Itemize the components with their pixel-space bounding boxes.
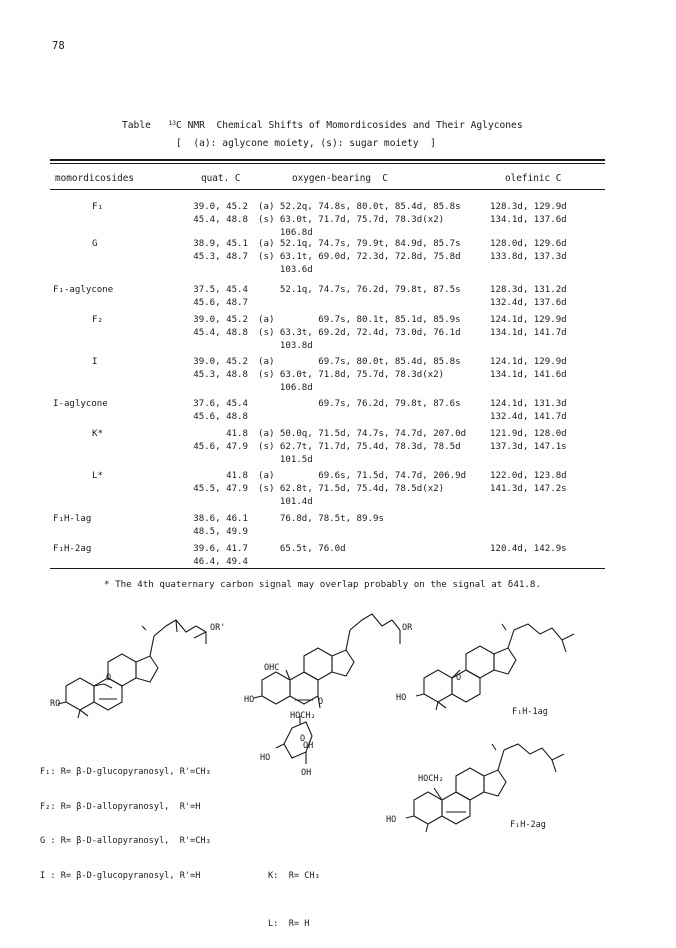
label-oh-1: OH: [303, 741, 314, 751]
label-ohc: OHC: [264, 663, 280, 673]
header-momordicosides: momordicosides: [55, 173, 135, 184]
header-olefinic-c: olefinic C: [505, 173, 562, 184]
label-ho-sugar: HO: [260, 753, 271, 763]
row-quat-c: 39.0, 45.2 45.4, 48.8: [193, 202, 248, 226]
row-olefinic-c: 128.0d, 129.6d 133.8d, 137.3d: [490, 239, 567, 263]
structure-f1h-1ag: [416, 624, 574, 710]
row-compound-name: G: [92, 239, 98, 249]
row-quat-c: 37.6, 45.4 45.6, 48.8: [193, 399, 248, 423]
row-quat-c: 39.0, 45.2 45.3, 48.8: [193, 357, 248, 381]
table-subtitle: [ (a): aglycone moiety, (s): sugar moiety ]: [176, 138, 436, 149]
label-f1h-2ag: F₁H-2ag: [510, 820, 546, 830]
page-number: 78: [52, 40, 65, 52]
row-quat-c: 41.8 45.6, 47.9: [193, 429, 248, 453]
table-top-rule: [50, 159, 605, 161]
row-compound-name: F₁-aglycone: [53, 285, 114, 295]
table-header-rule: [50, 189, 605, 190]
legend-f1: F₁: R= β-D-glucopyranosyl, R'=CH₃: [40, 767, 211, 777]
row-compound-name: F₁: [92, 202, 103, 212]
legend-i: I : R= β-D-glucopyranosyl, R'=H: [40, 870, 201, 881]
label-ro: RO: [50, 699, 61, 709]
isotope-superscript: 13: [168, 119, 177, 127]
label-ho-f1h1: HO: [396, 693, 407, 703]
label-or-prime: OR': [210, 623, 226, 633]
row-quat-c: 39.6, 41.7 46.4, 49.4: [193, 544, 248, 568]
label-oh-2: OH: [301, 768, 312, 778]
label-epoxide-o-f1h1: O: [456, 673, 462, 683]
row-compound-name: F₁H-lag: [53, 514, 92, 524]
row-olefinic-c: 128.3d, 129.9d 134.1d, 137.6d: [490, 202, 567, 226]
row-compound-name: L*: [92, 471, 103, 481]
row-oxygen-bearing-c: (a) 52.1q, 74.7s, 79.9t, 84.9d, 85.7s (s) 63.1t, 69.0d, 72.3d, 72.8d, 75.8d 103.6d: [258, 239, 461, 276]
row-olefinic-c: 122.0d, 123.8d 141.3d, 147.2s: [490, 471, 567, 495]
label-f1h-1ag: F₁H-1ag: [512, 707, 548, 717]
row-oxygen-bearing-c: (a) 69.6s, 71.5d, 74.7d, 206.9d (s) 62.8t, 71.5d, 75.4d, 78.5d(x2) 101.4d: [258, 471, 467, 508]
row-olefinic-c: 120.4d, 142.9s: [490, 544, 567, 554]
header-quat-c: quat. C: [201, 173, 241, 184]
row-olefinic-c: 124.1d, 131.3d 132.4d, 141.7d: [490, 399, 567, 423]
table-caption: [122, 119, 523, 131]
row-oxygen-bearing-c: 52.1q, 74.7s, 76.2d, 79.8t, 87.5s: [258, 285, 461, 295]
row-quat-c: 41.8 45.5, 47.9: [193, 471, 248, 495]
row-oxygen-bearing-c: (a) 50.0q, 71.5d, 74.7s, 74.7d, 207.0d (s) 62.7t, 71.7d, 75.4d, 78.3d, 78.5d 101.5d: [258, 429, 467, 466]
row-compound-name: F₂: [92, 315, 103, 325]
row-quat-c: 39.0, 45.2 45.4, 48.8: [193, 315, 248, 339]
row-oxygen-bearing-c: 76.8d, 78.5t, 89.9s: [258, 514, 384, 524]
legend-l: L: R= H: [268, 919, 310, 929]
legend-k-l: [268, 836, 320, 948]
label-ring-o-sugar: O: [300, 734, 306, 744]
table-bottom-rule: [50, 568, 605, 569]
label-hoch2-k: HOCH₂: [290, 711, 316, 721]
structure-f-series: [58, 620, 206, 718]
label-ho-f1h2: HO: [386, 815, 397, 825]
label-or: OR: [402, 623, 413, 633]
row-quat-c: 37.5, 45.4 45.6, 48.7: [193, 285, 248, 309]
legend-f2: F₂: R= β-D-allopyranosyl, R'=H: [40, 801, 201, 812]
row-oxygen-bearing-c: (a) 52.2q, 74.8s, 80.0t, 85.4d, 85.8s (s) 63.0t, 71.7d, 75.7d, 78.3d(x2) 106.8d: [258, 202, 461, 239]
legend-k: K: R= CH₃: [268, 871, 320, 881]
structure-k-l: [254, 614, 400, 764]
table-footnote: * The 4th quaternary carbon signal may overlap probably on the signal at δ41.8.: [104, 579, 541, 590]
row-oxygen-bearing-c: 69.7s, 76.2d, 79.8t, 87.6s: [258, 399, 461, 409]
row-compound-name: I: [92, 357, 98, 367]
legend-f-series: [40, 744, 211, 894]
row-compound-name: I-aglycone: [53, 399, 108, 409]
table-label: Table: [122, 120, 151, 131]
row-olefinic-c: 124.1d, 129.9d 134.1d, 141.7d: [490, 315, 567, 339]
structure-f1h-2ag: [406, 744, 564, 832]
label-hoch2-f1h2: HOCH₂: [418, 774, 444, 784]
row-oxygen-bearing-c: (a) 69.7s, 80.1t, 85.1d, 85.9s (s) 63.3t, 69.2d, 72.4d, 73.0d, 76.1d 103.8d: [258, 315, 461, 352]
label-ring-o-k: O: [318, 697, 324, 707]
row-oxygen-bearing-c: (a) 69.7s, 80.0t, 85.4d, 85.8s (s) 63.0t, 71.8d, 75.7d, 78.3d(x2) 106.8d: [258, 357, 461, 394]
row-quat-c: 38.9, 45.1 45.3, 48.7: [193, 239, 248, 263]
row-olefinic-c: 121.9d, 128.0d 137.3d, 147.1s: [490, 429, 567, 453]
row-oxygen-bearing-c: 65.5t, 76.0d: [258, 544, 346, 554]
header-oxygen-bearing-c: oxygen-bearing C: [292, 173, 388, 184]
label-ho-k: HO: [244, 695, 255, 705]
row-compound-name: F₁H-2ag: [53, 544, 92, 554]
table-title: C NMR Chemical Shifts of Momordicosides and Their Aglycones: [176, 120, 523, 131]
row-olefinic-c: 124.1d, 129.9d 134.1d, 141.6d: [490, 357, 567, 381]
table-top-rule-thin: [50, 163, 605, 164]
row-quat-c: 38.6, 46.1 48.5, 49.9: [193, 514, 248, 538]
row-olefinic-c: 128.3d, 131.2d 132.4d, 137.6d: [490, 285, 567, 309]
row-compound-name: K*: [92, 429, 103, 439]
label-epoxide-o-f: O: [106, 673, 112, 683]
legend-g: G : R= β-D-allopyranosyl, R'=CH₃: [40, 836, 211, 846]
